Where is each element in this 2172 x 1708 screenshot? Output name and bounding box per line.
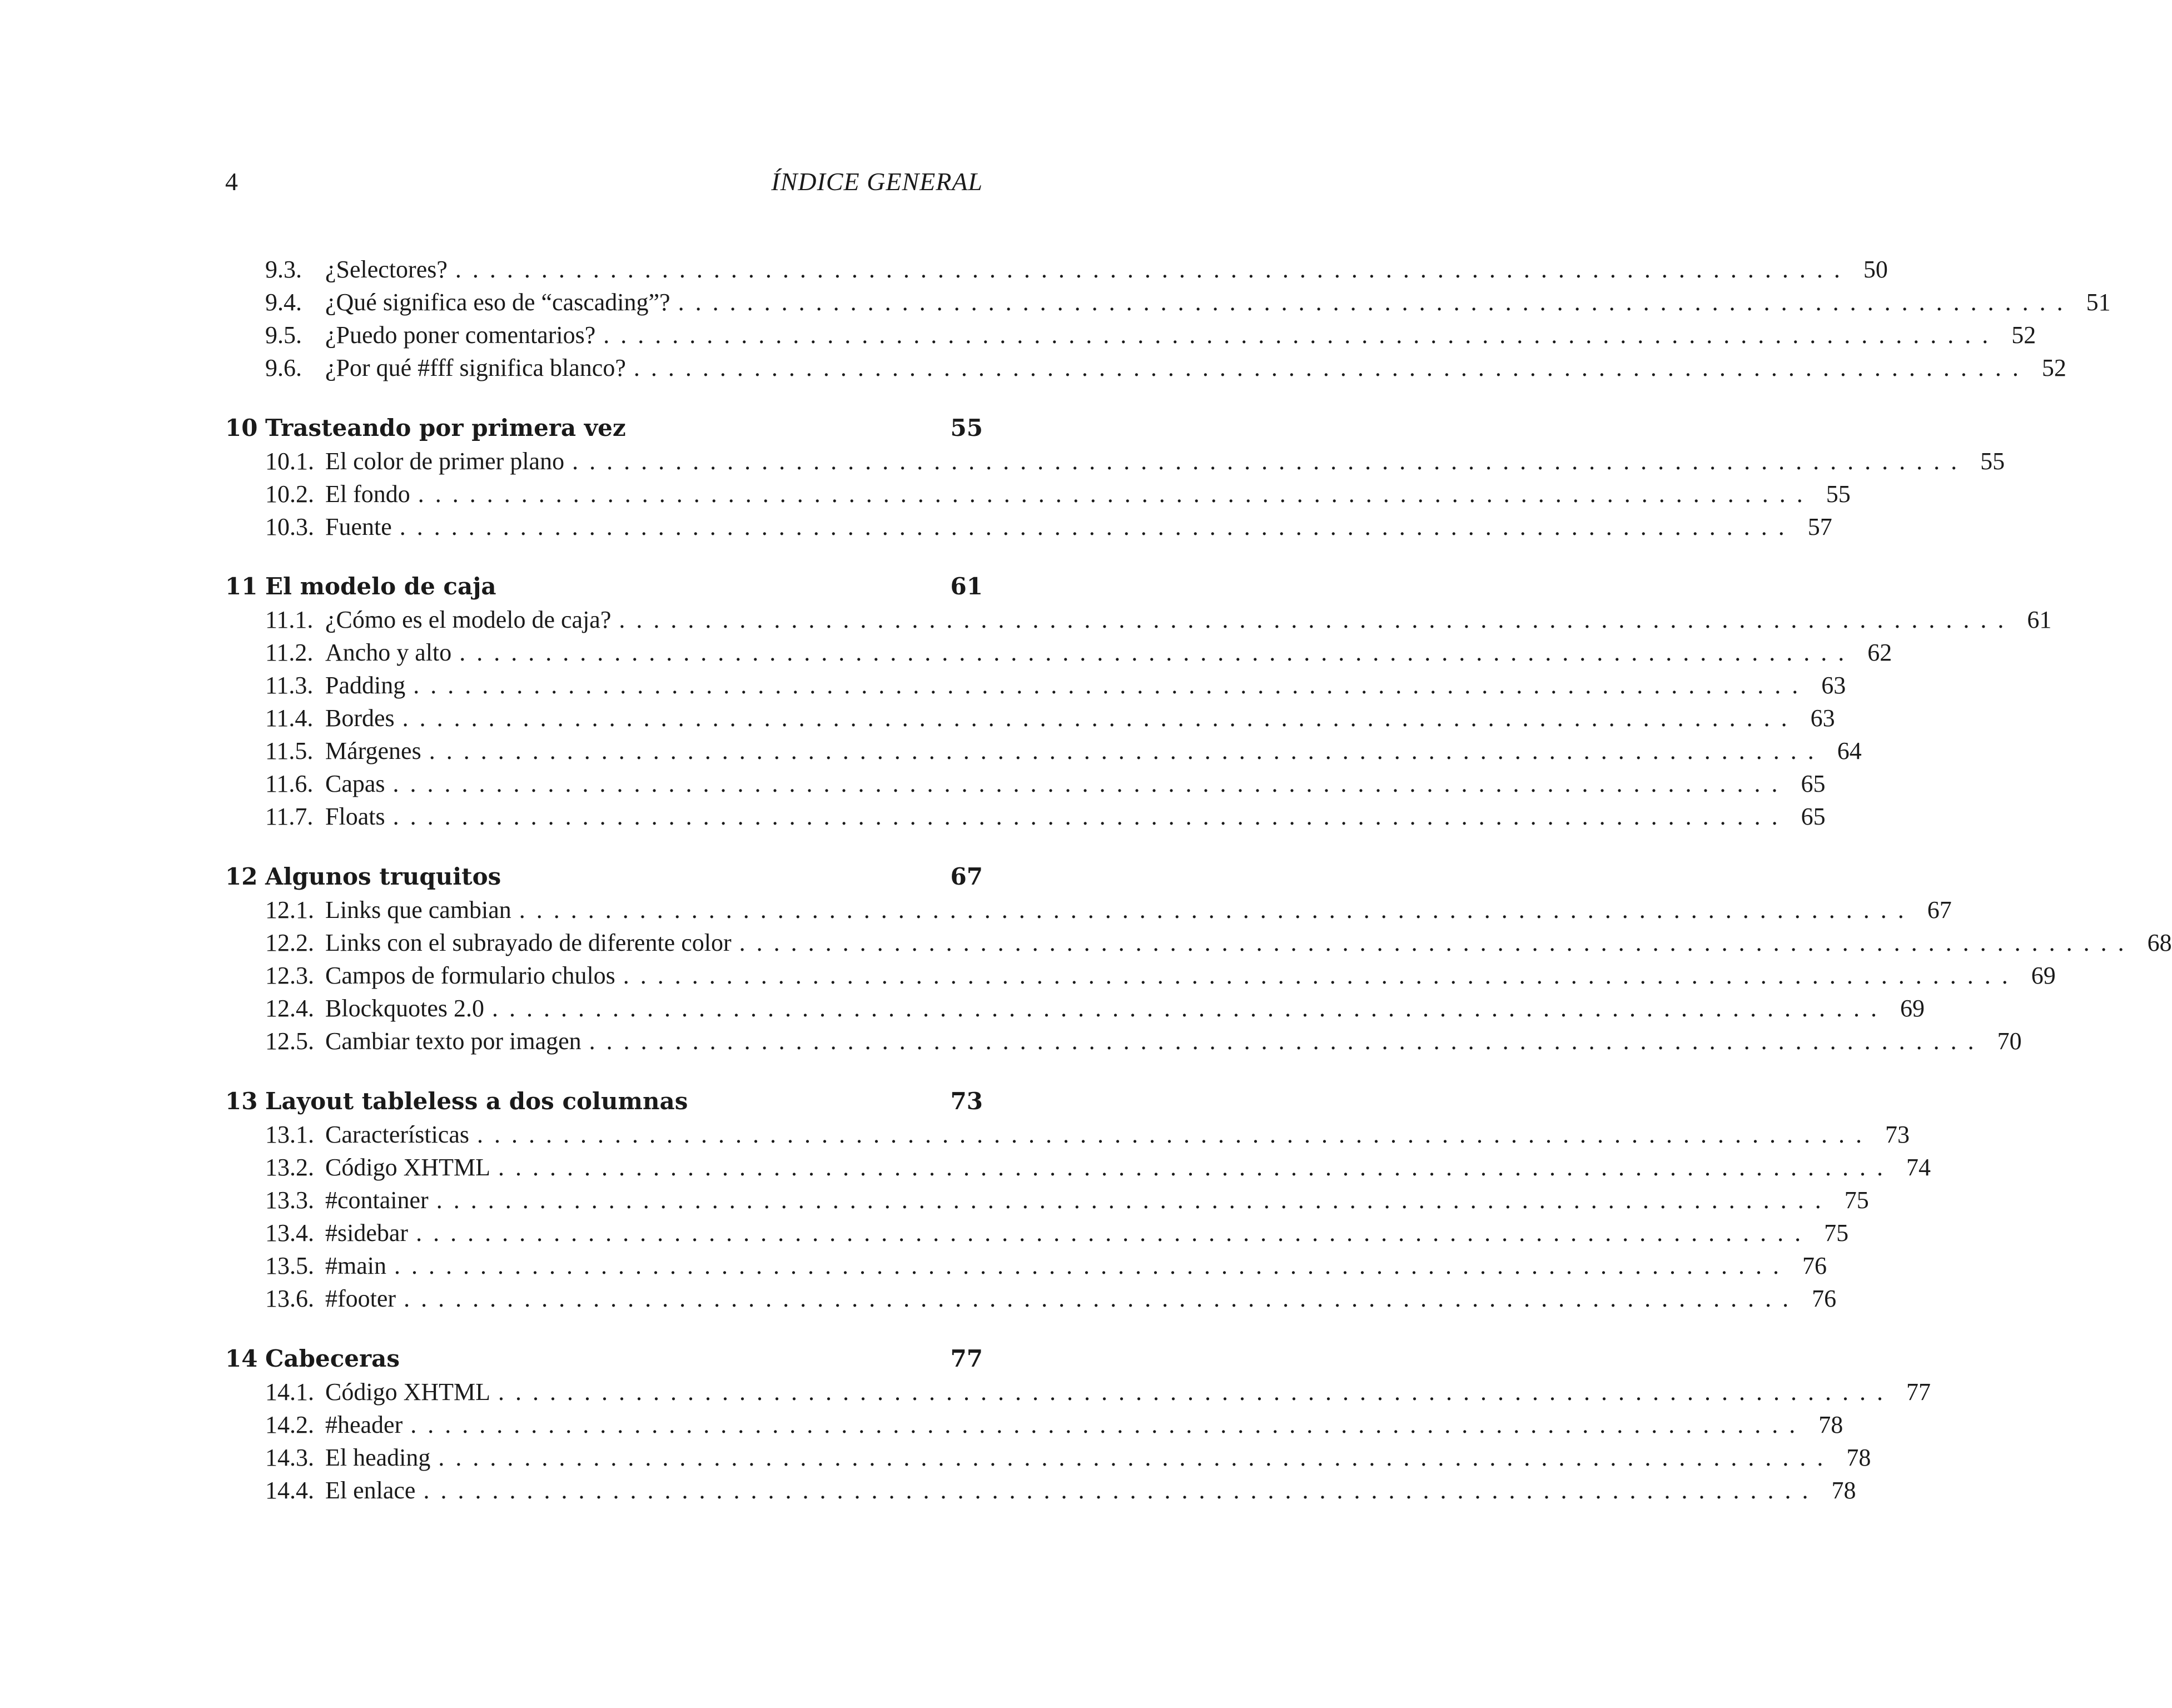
toc-entry[interactable] (225, 992, 1925, 1025)
leader-dots: ................................................................................. (399, 513, 1796, 540)
toc-entry-page: 69 (2031, 962, 2056, 989)
toc-entry[interactable] (225, 286, 2111, 319)
toc-entry-page: 61 (2027, 606, 2052, 633)
leader-dots: ................................................................................. (410, 1411, 1807, 1438)
toc-entry-page: 74 (1906, 1154, 1931, 1181)
toc-entry-number: 12.4. (265, 995, 314, 1022)
toc-entry-title: #header (325, 1411, 403, 1438)
leader-dots: ................................................................................. (498, 1154, 1894, 1181)
toc-entry[interactable] (225, 1441, 1871, 1474)
toc-entry-number: 14.2. (265, 1411, 314, 1438)
toc-entry-number: 9.6. (265, 354, 302, 381)
leader-dots: ................................................................................. (392, 770, 1789, 797)
toc-entry-title: ¿Por qué #fff significa blanco? (325, 354, 626, 381)
toc-entry-number: 11.7. (265, 803, 314, 830)
toc-entry-number: 9.3. (265, 256, 302, 283)
toc-entry-number: 13.3. (265, 1186, 314, 1214)
leader-dots: ................................................................................. (498, 1378, 1894, 1406)
leader-dots: ................................................................................. (619, 606, 2015, 633)
toc-entry-number: 12.3. (265, 962, 314, 989)
toc-entry[interactable] (225, 1184, 1869, 1217)
leader-dots: ................................................................................. (739, 929, 2135, 956)
leader-dots: ................................................................................. (476, 1121, 1873, 1148)
toc-entry-page: 57 (1807, 513, 1832, 540)
leader-dots: ................................................................................. (623, 962, 2019, 989)
toc-entry-page: 78 (1846, 1444, 1871, 1471)
toc-entry-page: 75 (1844, 1186, 1869, 1214)
toc-entry-number: 14.3. (265, 1444, 314, 1471)
leader-dots: ................................................................................. (603, 321, 2000, 349)
toc-entry[interactable] (225, 1025, 2022, 1058)
toc-chapter[interactable] (225, 570, 983, 603)
toc-entry-title: Código XHTML (325, 1154, 490, 1181)
toc-entry-page: 65 (1801, 770, 1826, 797)
toc-entry-title: Links con el subrayado de diferente color (325, 929, 732, 956)
chapter-page: 73 (950, 1088, 983, 1115)
chapter-number: 14 (225, 1345, 258, 1372)
leader-dots: ................................................................................. (589, 1027, 1985, 1055)
toc-entry-number: 11.5. (265, 737, 314, 764)
leader-dots: ................................................................................. (402, 704, 1798, 732)
toc-entry[interactable] (225, 253, 1888, 286)
chapter-title: El modelo de caja (265, 573, 496, 600)
page-number: 4 (225, 167, 238, 196)
toc-entry-number: 12.5. (265, 1027, 314, 1055)
toc-entry-page: 62 (1867, 639, 1892, 666)
toc-entry-number: 12.2. (265, 929, 314, 956)
chapter-title: Algunos truquitos (265, 863, 501, 890)
toc-entry-title: ¿Puedo poner comentarios? (325, 321, 596, 349)
leader-dots: ................................................................................. (678, 289, 2074, 316)
leader-dots: ................................................................................. (417, 480, 1814, 508)
toc-entry-title: Capas (325, 770, 385, 797)
toc-entry-page: 75 (1824, 1219, 1849, 1247)
toc-entry[interactable] (225, 351, 2066, 385)
toc-entry-title: Campos de formulario chulos (325, 962, 615, 989)
toc-entry[interactable] (225, 603, 2052, 637)
toc-entry[interactable] (225, 1408, 1843, 1442)
toc-entry-number: 13.2. (265, 1154, 314, 1181)
toc-entry-number: 10.3. (265, 513, 314, 540)
toc-entry-number: 11.3. (265, 672, 314, 699)
toc-chapter[interactable] (225, 1085, 983, 1118)
leader-dots: ................................................................................. (416, 1219, 1812, 1247)
toc-entry-title: El enlace (325, 1477, 416, 1504)
leader-dots: ................................................................................. (429, 737, 1825, 764)
toc-entry-number: 11.4. (265, 704, 314, 732)
running-title: ÍNDICE GENERAL (771, 167, 983, 196)
leader-dots: ................................................................................. (519, 896, 1915, 923)
toc-entry[interactable] (225, 1474, 1856, 1507)
toc-entry-page: 55 (1826, 480, 1851, 508)
toc-chapter[interactable] (225, 411, 983, 445)
leader-dots: ................................................................................. (572, 448, 1969, 475)
chapter-number: 10 (225, 414, 258, 441)
toc-entry[interactable] (225, 1282, 1837, 1315)
toc-entry-page: 77 (1906, 1378, 1931, 1406)
toc-entry[interactable] (225, 767, 1826, 801)
toc-entry[interactable] (225, 636, 1892, 669)
chapter-number: 13 (225, 1088, 258, 1115)
toc-entry-page: 78 (1818, 1411, 1843, 1438)
chapter-title: Trasteando por primera vez (265, 414, 626, 441)
toc-entry[interactable] (225, 959, 2056, 992)
toc-entry-number: 14.1. (265, 1378, 314, 1406)
toc-entry-page: 63 (1810, 704, 1835, 732)
toc-entry-page: 69 (1900, 995, 1925, 1022)
toc-entry-number: 14.4. (265, 1477, 314, 1504)
toc-entry-page: 52 (2011, 321, 2036, 349)
toc-entry-number: 9.4. (265, 289, 302, 316)
leader-dots: ................................................................................. (633, 354, 2030, 381)
chapter-page: 55 (950, 414, 983, 441)
toc-entry-page: 65 (1801, 803, 1826, 830)
chapter-page: 61 (950, 573, 983, 600)
chapter-number: 12 (225, 863, 258, 890)
toc-entry-number: 11.6. (265, 770, 314, 797)
leader-dots: ................................................................................. (404, 1285, 1800, 1312)
leader-dots: ................................................................................. (438, 1444, 1835, 1471)
leader-dots: ................................................................................. (423, 1477, 1820, 1504)
toc-entry-title: Bordes (325, 704, 395, 732)
toc-entry-page: 52 (2041, 354, 2066, 381)
toc-entry[interactable] (225, 1249, 1827, 1283)
toc-chapter[interactable] (225, 1342, 983, 1376)
toc-entry[interactable] (225, 319, 2036, 352)
toc-entry-title: Márgenes (325, 737, 421, 764)
toc-entry-number: 9.5. (265, 321, 302, 349)
toc-entry-number: 11.2. (265, 639, 314, 666)
toc-entry-number: 13.1. (265, 1121, 314, 1148)
toc-entry-number: 10.1. (265, 448, 314, 475)
toc-entry-page: 78 (1831, 1477, 1856, 1504)
chapter-page: 67 (950, 863, 983, 890)
toc-entry-title: #main (325, 1252, 386, 1279)
toc-entry-title: Ancho y alto (325, 639, 452, 666)
toc-entry-page: 76 (1812, 1285, 1837, 1312)
toc-entry-title: #footer (325, 1285, 396, 1312)
toc-entry-title: Fuente (325, 513, 392, 540)
toc-entry-title: El heading (325, 1444, 431, 1471)
toc-entry-title: Cambiar texto por imagen (325, 1027, 581, 1055)
toc-entry[interactable] (225, 478, 1851, 511)
toc-chapter[interactable] (225, 860, 983, 893)
toc-entry-number: 13.6. (265, 1285, 314, 1312)
toc-entry[interactable] (225, 734, 1862, 768)
toc-entry-number: 13.4. (265, 1219, 314, 1247)
toc-entry[interactable] (225, 702, 1835, 735)
toc-entry-page: 76 (1802, 1252, 1827, 1279)
leader-dots: ................................................................................. (491, 995, 1888, 1022)
toc-entry-page: 50 (1863, 256, 1888, 283)
toc-entry[interactable] (225, 1217, 1849, 1250)
toc-entry-number: 12.1. (265, 896, 314, 923)
leader-dots: ................................................................................. (413, 672, 1810, 699)
toc-entry-page: 67 (1927, 896, 1952, 923)
toc-entry[interactable] (225, 445, 2005, 478)
toc-entry-title: ¿Qué significa eso de “cascading”? (325, 289, 670, 316)
chapter-title: Layout tableless a dos columnas (265, 1088, 688, 1115)
toc-entry-title: Padding (325, 672, 406, 699)
toc-entry-title: Código XHTML (325, 1378, 490, 1406)
toc-entry[interactable] (225, 1151, 1931, 1184)
toc-entry[interactable] (225, 893, 1952, 927)
toc-entry[interactable] (225, 926, 2172, 960)
toc-entry-page: 70 (1997, 1027, 2022, 1055)
toc-entry[interactable] (225, 669, 1846, 702)
toc-entry-page: 68 (2147, 929, 2172, 956)
toc-entry-page: 73 (1885, 1121, 1910, 1148)
toc-entry-page: 51 (2086, 289, 2111, 316)
toc-entry-title: Links que cambian (325, 896, 511, 923)
toc-entry-title: Características (325, 1121, 469, 1148)
running-header (225, 167, 983, 200)
chapter-number: 11 (225, 573, 258, 600)
toc-entry-title: ¿Selectores? (325, 256, 448, 283)
toc-entry-title: Blockquotes 2.0 (325, 995, 484, 1022)
toc-entry-number: 11.1. (265, 606, 314, 633)
toc-entry-title: El color de primer plano (325, 448, 565, 475)
toc-entry-page: 64 (1837, 737, 1862, 764)
toc-entry-page: 63 (1821, 672, 1846, 699)
leader-dots: ................................................................................. (455, 256, 1851, 283)
leader-dots: ................................................................................. (459, 639, 1856, 666)
toc-entry[interactable] (225, 1118, 1910, 1151)
chapter-title: Cabeceras (265, 1345, 400, 1372)
toc-entry-title: El fondo (325, 480, 410, 508)
toc-entry[interactable] (225, 510, 1832, 544)
toc-entry[interactable] (225, 1376, 1931, 1409)
leader-dots: ................................................................................. (394, 1252, 1790, 1279)
toc-entry-title: #container (325, 1186, 429, 1214)
toc-entry-title: Floats (325, 803, 385, 830)
toc-entry-number: 10.2. (265, 480, 314, 508)
toc-entry[interactable] (225, 800, 1826, 833)
toc-entry-number: 13.5. (265, 1252, 314, 1279)
leader-dots: ................................................................................. (436, 1186, 1832, 1214)
toc-entry-page: 55 (1980, 448, 2005, 475)
chapter-page: 77 (950, 1345, 983, 1372)
toc-entry-title: ¿Cómo es el modelo de caja? (325, 606, 612, 633)
leader-dots: ................................................................................. (392, 803, 1789, 830)
toc-entry-title: #sidebar (325, 1219, 409, 1247)
